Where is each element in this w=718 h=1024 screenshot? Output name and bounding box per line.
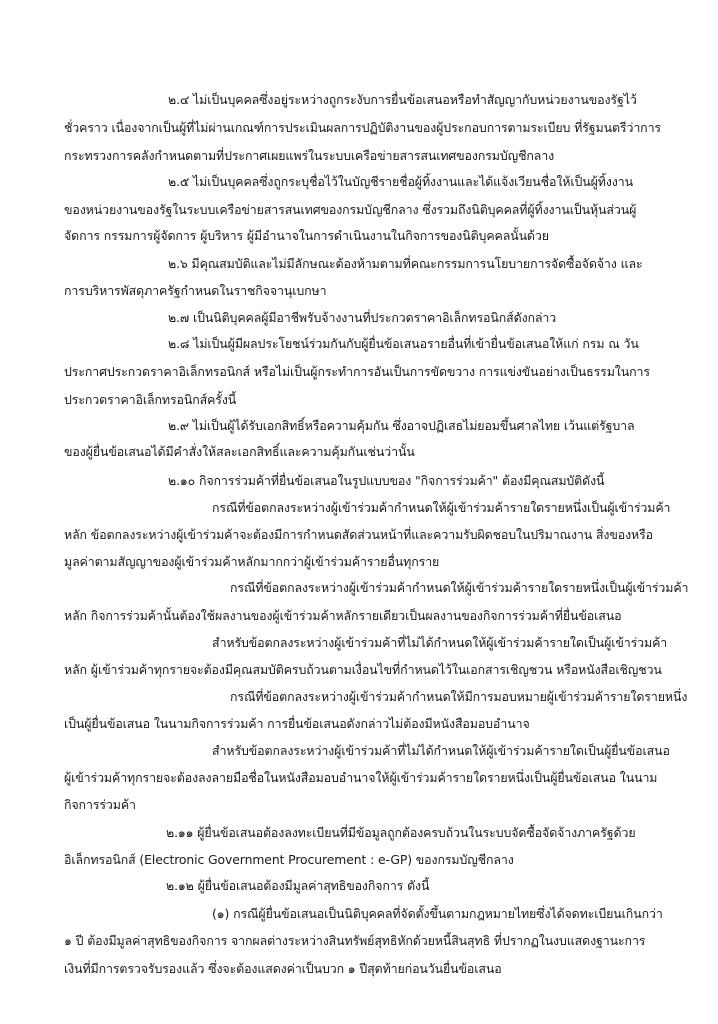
clause-2-12-1-line-3: เงินที่มีการตรวจรับรองแล้ว ซึ่งจะต้องแสดงค่าเป็นบวก ๑ ปีสุดท้ายก่อนวันยื่นข้อเสนอ [64,961,502,976]
clause-2-10-para-5-line-2: ผู้เข้าร่วมค้าทุกรายจะต้องลงลายมือชื่อในหนังสือมอบอำนาจให้ผู้เข้าร่วมค้ารายใดรายหนึ่งเป็นผู้ยื่นข้อเสนอ ในนาม [64,770,658,785]
clause-2-12-1-line-1: (๑) กรณีผู้ยื่นข้อเสนอเป็นนิติบุคคลที่จัดตั้งขึ้นตามกฎหมายไทยซึ่งได้จดทะเบียนเกินกว่า [212,906,663,921]
clause-2-4-line-3: กระทรวงการคลังกำหนดตามที่ประกาศเผยแพร่ในระบบเครือข่ายสารสนเทศของกรมบัญชีกลาง [64,148,555,163]
clause-2-10-para-5-line-3: กิจการร่วมค้า [64,797,136,812]
clause-2-10-line-1: ๒.๑๐ กิจการร่วมค้าที่ยื่นข้อเสนอในรูปแบบของ "กิจการร่วมค้า" ต้องมีคุณสมบัติดังนี้ [168,473,605,488]
clause-2-9-line-1: ๒.๙ ไม่เป็นผู้ได้รับเอกสิทธิ์หรือความคุ้มกัน ซึ่งอาจปฏิเสธไม่ยอมขึ้นศาลไทย เว้นแต่รัฐบาล [168,418,635,433]
clause-2-4-line-1: ๒.๔ ไม่เป็นบุคคลซึ่งอยู่ระหว่างถูกระงับการยื่นข้อเสนอหรือทำสัญญากับหน่วยงานของรัฐไว้ [168,92,637,107]
clause-2-8-line-1: ๒.๘ ไม่เป็นผู้มีผลประโยชน์ร่วมกันกับผู้ยื่นข้อเสนอรายอื่นที่เข้ายื่นข้อเสนอให้แก่ กรม ณ วัน [168,336,639,351]
clause-2-4-line-2: ชั่วคราว เนื่องจากเป็นผู้ที่ไม่ผ่านเกณฑ์การประเมินผลการปฏิบัติงานของผู้ประกอบการตามระเบียบ ที่รัฐมนตรีว่าการ [64,120,661,135]
clause-2-5-line-2: ของหน่วยงานของรัฐในระบบเครือข่ายสารสนเทศของกรมบัญชีกลาง ซึ่งรวมถึงนิติบุคคลที่ผู้ทิ้งงานเป็นหุ้นส่วนผู้ [64,202,637,217]
clause-2-7-line-1: ๒.๗ เป็นนิติบุคคลผู้มีอาชีพรับจ้างงานที่ประกวดราคาอิเล็กทรอนิกส์ดังกล่าว [168,310,557,325]
clause-2-10-para-1-line-1: กรณีที่ข้อตกลงระหว่างผู้เข้าร่วมค้ากำหนดให้ผู้เข้าร่วมค้ารายใดรายหนึ่งเป็นผู้เข้าร่วมค้า [212,500,671,515]
clause-2-12-1-line-2: ๑ ปี ต้องมีมูลค่าสุทธิของกิจการ จากผลต่างระหว่างสินทรัพย์สุทธิหักด้วยหนี้สินสุทธิ ที่ปรากฏในงบแสดงฐานะการ [64,933,646,948]
clause-2-5-line-1: ๒.๕ ไม่เป็นบุคคลซึ่งถูกระบุชื่อไว้ในบัญชีรายชื่อผู้ทิ้งงานและได้แจ้งเวียนชื่อให้เป็นผู้ทิ้งงาน [168,174,633,189]
clause-2-10-para-2-line-1: กรณีที่ข้อตกลงระหว่างผู้เข้าร่วมค้ากำหนดให้ผู้เข้าร่วมค้ารายใดรายหนึ่งเป็นผู้เข้าร่วมค้า [230,580,689,595]
clause-2-9-line-2: ของผู้ยื่นข้อเสนอได้มีคำสั่งให้สละเอกสิทธิ์และความคุ้มกันเช่นว่านั้น [64,444,415,459]
clause-2-10-para-4-line-2: เป็นผู้ยื่นข้อเสนอ ในนามกิจการร่วมค้า การยื่นข้อเสนอดังกล่าวไม่ต้องมีหนังสือมอบอำนาจ [64,716,530,731]
clause-2-10-para-3-line-1: สำหรับข้อตกลงระหว่างผู้เข้าร่วมค้าที่ไม่ได้กำหนดให้ผู้เข้าร่วมค้ารายใดเป็นผู้เข้าร่วมค้า [212,635,668,650]
clause-2-11-line-2: อิเล็กทรอนิกส์ (Electronic Government Procurement : e-GP) ของกรมบัญชีกลาง [64,852,514,867]
clause-2-5-line-3: จัดการ กรรมการผู้จัดการ ผู้บริหาร ผู้มีอำนาจในการดำเนินงานในกิจการของนิติบุคคลนั้นด้วย [64,228,549,243]
clause-2-10-para-3-line-2: หลัก ผู้เข้าร่วมค้าทุกรายจะต้องมีคุณสมบัติครบถ้วนตามเงื่อนไขที่กำหนดไว้ในเอกสารเชิญชวน หรือหนังสือเชิญชวน [64,662,662,677]
clause-2-10-para-1-line-2: หลัก ข้อตกลงระหว่างผู้เข้าร่วมค้าจะต้องมีการกำหนดสัดส่วนหน้าที่และความรับผิดชอบในปริมาณงาน สิ่งของหรือ [64,527,654,542]
clause-2-10-para-4-line-1: กรณีที่ข้อตกลงระหว่างผู้เข้าร่วมค้ากำหนดให้มีการมอบหมายผู้เข้าร่วมค้ารายใดรายหนึ่ง [230,689,688,704]
clause-2-8-line-2: ประกาศประกวดราคาอิเล็กทรอนิกส์ หรือไม่เป็นผู้กระทำการอันเป็นการขัดขวาง การแข่งขันอย่างเป็นธรรมในการ [64,364,650,379]
clause-2-11-line-1: ๒.๑๑ ผู้ยื่นข้อเสนอต้องลงทะเบียนที่มีข้อมูลถูกต้องครบถ้วนในระบบจัดซื้อจัดจ้างภาครัฐด้วย [166,825,636,840]
clause-2-6-line-2: การบริหารพัสดุภาครัฐกำหนดในราชกิจจานุเบกษา [64,283,327,298]
clause-2-12-line-1: ๒.๑๒ ผู้ยื่นข้อเสนอต้องมีมูลค่าสุทธิของกิจการ ดังนี้ [166,878,430,893]
clause-2-10-para-5-line-1: สำหรับข้อตกลงระหว่างผู้เข้าร่วมค้าที่ไม่ได้กำหนดให้ผู้เข้าร่วมค้ารายใดเป็นผู้ยื่นข้อเสนอ [212,743,670,758]
clause-2-6-line-1: ๒.๖ มีคุณสมบัติและไม่มีลักษณะต้องห้ามตามที่คณะกรรมการนโยบายการจัดซื้อจัดจ้าง และ [168,256,643,271]
clause-2-8-line-3: ประกวดราคาอิเล็กทรอนิกส์ครั้งนี้ [64,392,237,407]
clause-2-10-para-1-line-3: มูลค่าตามสัญญาของผู้เข้าร่วมค้าหลักมากกว่าผู้เข้าร่วมค้ารายอื่นทุกราย [64,554,440,569]
clause-2-10-para-2-line-2: หลัก กิจการร่วมค้านั้นต้องใช้ผลงานของผู้เข้าร่วมค้าหลักรายเดียวเป็นผลงานของกิจการร่วมค้าที่ยื่นข้อเสนอ [64,608,622,623]
